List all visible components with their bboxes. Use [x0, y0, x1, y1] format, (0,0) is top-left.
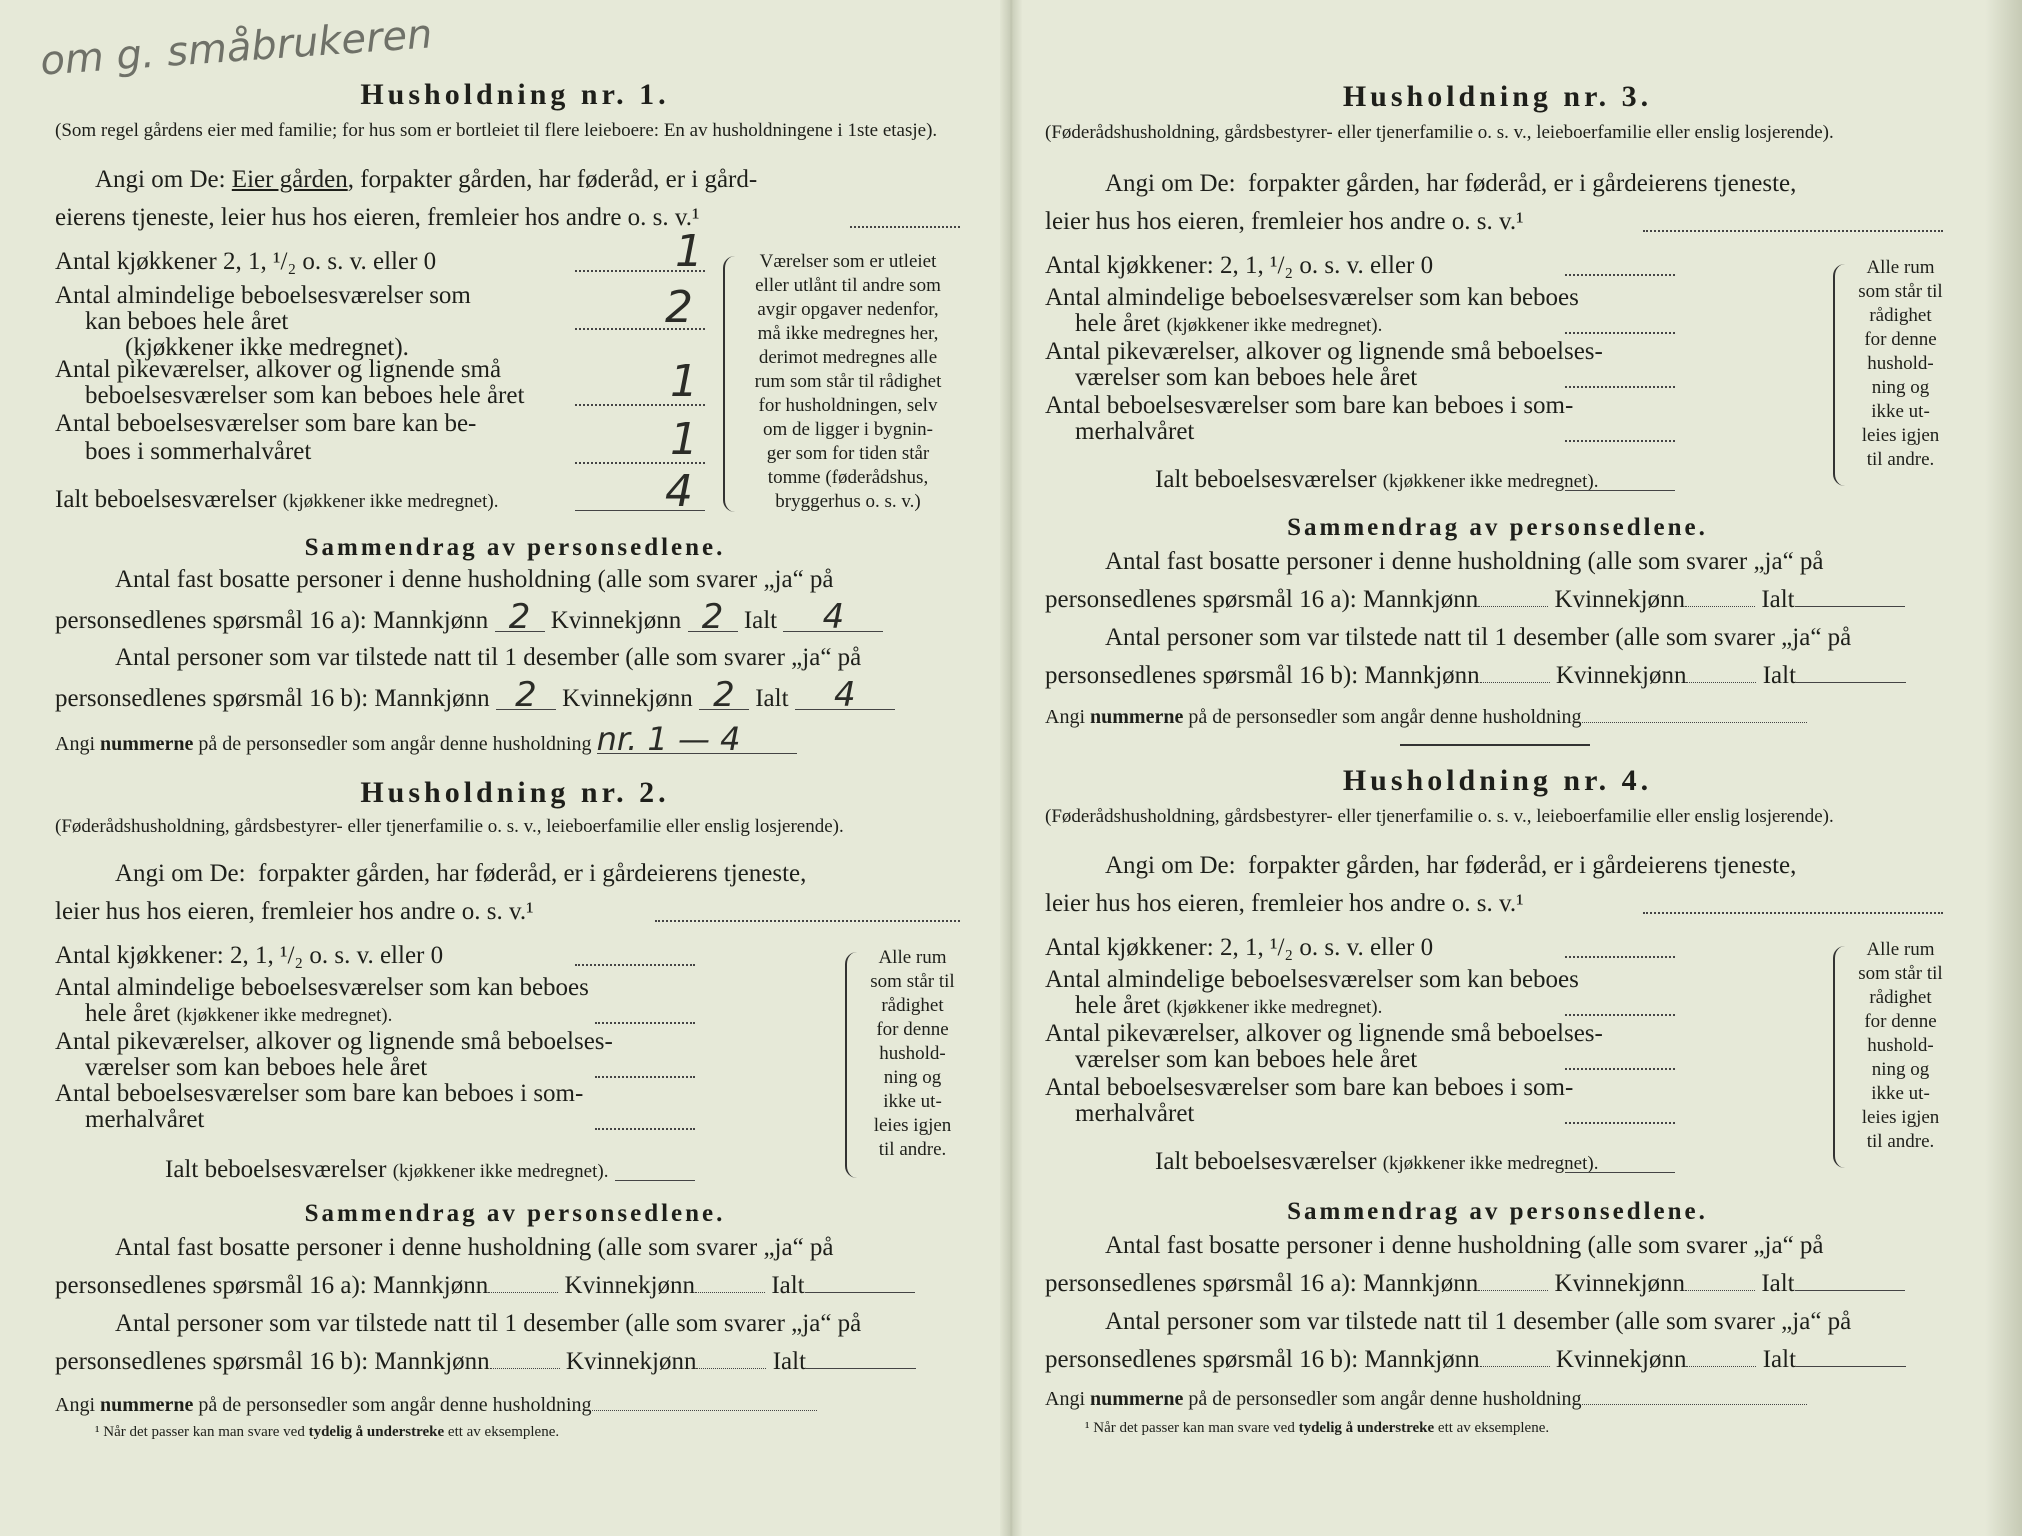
h4-alm-dots	[1565, 1014, 1675, 1016]
h4-angi-dots	[1643, 912, 1943, 914]
h3-pike-dots	[1565, 386, 1675, 388]
h2-ialt-label: Ialt beboelsesværelser (kjøkkener ikke medregnet).	[165, 1156, 609, 1183]
h1-pike-label2: beboelsesværelser som kan beboes hele året	[85, 382, 525, 409]
h3-angi-line1: Angi om De: forpakter gården, har føderåd, er i gårdeierens tjeneste,	[1105, 170, 1797, 197]
h4-kjokkener-dots	[1565, 956, 1675, 958]
h2-pike-label2: værelser som kan beboes hele året	[85, 1054, 428, 1081]
h3-alm-dots	[1565, 332, 1675, 334]
h1-sommer-label2: boes i sommerhalvåret	[85, 438, 312, 465]
h2-ialt-line	[615, 1180, 695, 1181]
h4-angi-line2: leier hus hos eieren, fremleier hos andre o. s. v.¹	[1045, 890, 1524, 917]
h3-kjokkener-dots	[1565, 274, 1675, 276]
left-page	[55, 0, 975, 1536]
h1-fast-line2: personsedlenes spørsmål 16 a): Mannkjønn 2 Kvinnekjønn 2 Ialt 4	[55, 604, 883, 634]
h2-nummer-line: Angi nummerne på de personsedler som angår denne husholdning	[55, 1392, 817, 1419]
h1-pike-label1: Antal pikeværelser, alkover og lignende små	[55, 356, 502, 383]
h4-title: Husholdning nr. 4.	[1342, 764, 1653, 797]
h2-angi-line2: leier hus hos eieren, fremleier hos andre o. s. v.¹	[55, 898, 534, 925]
h1-til-m: 2	[496, 682, 556, 710]
h1-fast-i: 4	[783, 604, 883, 632]
h1-nummer-line: Angi nummerne på de personsedler som angår denne husholdning nr. 1 — 4	[55, 726, 797, 758]
h3-alm-label1: Antal almindelige beboelsesværelser som kan beboes	[1045, 284, 1579, 311]
angi-prefix: Angi om De:	[95, 166, 226, 193]
h1-title: Husholdning nr. 1.	[360, 78, 670, 111]
h1-subtitle: (Som regel gårdens eier med familie; for hus som er bortleiet til flere leieboere: En av husholdningene i 1ste etasje).	[55, 120, 938, 141]
h3-alm-label2: hele året (kjøkkener ikke medregnet).	[1075, 310, 1383, 337]
h4-ialt-label: Ialt beboelsesværelser (kjøkkener ikke medregnet).	[1155, 1148, 1599, 1175]
h1-sommer-value: 1	[670, 414, 698, 465]
h2-kjokkener-label: Antal kjøkkener: 2, 1, ¹/₂ o. s. v. eller 0	[55, 942, 444, 969]
h2-title: Husholdning nr. 2.	[360, 776, 670, 809]
h4-til-line2: personsedlenes spørsmål 16 b): Mannkjønn Kvinnekjønn Ialt	[1045, 1346, 1906, 1373]
separator	[1400, 744, 1590, 746]
h1-nummer-value: nr. 1 — 4	[597, 726, 797, 754]
h3-sum-title: Sammendrag av personsedlene.	[1287, 514, 1708, 541]
h3-pike-label1: Antal pikeværelser, alkover og lignende små beboelses-	[1045, 338, 1603, 365]
h3-angi-line2: leier hus hos eieren, fremleier hos andre o. s. v.¹	[1045, 208, 1524, 235]
angi-rest: , forpakter gården, har føderåd, er i gård-	[347, 166, 758, 193]
h4-alm-label1: Antal almindelige beboelsesværelser som kan beboes	[1045, 966, 1579, 993]
h3-title: Husholdning nr. 3.	[1342, 80, 1653, 113]
h1-fast-m: 2	[495, 604, 545, 632]
h3-kjokkener-label: Antal kjøkkener: 2, 1, ¹/₂ o. s. v. eller 0	[1045, 252, 1434, 279]
h3-subtitle: (Føderådshusholdning, gårdsbestyrer- eller tjenerfamilie o. s. v., leieboerfamilie eller enslig losjerende).	[1045, 122, 1834, 143]
h4-sommer-dots	[1565, 1122, 1675, 1124]
h4-sommer-label2: merhalvåret	[1075, 1100, 1195, 1127]
h1-fast-line1: Antal fast bosatte personer i denne husholdning (alle som svarer „ja“ på	[115, 566, 834, 593]
h3-til-line1: Antal personer som var tilstede natt til 1 desember (alle som svarer „ja“ på	[1105, 624, 1852, 651]
h2-pike-dots	[595, 1076, 695, 1078]
h4-subtitle: (Føderådshusholdning, gårdsbestyrer- eller tjenerfamilie o. s. v., leieboerfamilie eller enslig losjerende).	[1045, 806, 1834, 827]
h2-fast-line1: Antal fast bosatte personer i denne husholdning (alle som svarer „ja“ på	[115, 1234, 834, 1261]
h1-til-line1: Antal personer som var tilstede natt til 1 desember (alle som svarer „ja“ på	[115, 644, 862, 671]
h1-angi-dots	[850, 226, 960, 228]
h3-sommer-label1: Antal beboelsesværelser som bare kan beboes i som-	[1045, 392, 1574, 419]
h4-til-line1: Antal personer som var tilstede natt til 1 desember (alle som svarer „ja“ på	[1105, 1308, 1852, 1335]
h2-sommer-label2: merhalvåret	[85, 1106, 205, 1133]
h1-eier-option: Eier gården	[231, 166, 348, 193]
h1-til-k: 2	[699, 682, 749, 710]
h2-subtitle: (Føderådshusholdning, gårdsbestyrer- eller tjenerfamilie o. s. v., leieboerfamilie eller enslig losjerende).	[55, 816, 844, 837]
h1-alm-label2: kan beboes hele året	[85, 308, 289, 335]
h1-alm-label1: Antal almindelige beboelsesværelser som	[55, 282, 471, 309]
h1-side-note: Værelser som er utleiet eller utlånt til andre som avgir opgaver nedenfor, må ikke medregnes her, derimot medregnes alle rum som står til rådighet for husholdningen, selv om de ligger i bygnin- ger som for tiden står tomme (føderådshus, bryggerhus o. s. v.)	[754, 251, 942, 512]
h1-ialt-label	[55, 486, 498, 515]
h4-fast-line1: Antal fast bosatte personer i denne husholdning (alle som svarer „ja“ på	[1105, 1232, 1824, 1259]
h2-alm-dots	[595, 1022, 695, 1024]
h4-fast-line2: personsedlenes spørsmål 16 a): Mannkjønn Kvinnekjønn Ialt	[1045, 1270, 1905, 1297]
h4-pike-dots	[1565, 1068, 1675, 1070]
h2-pike-label1: Antal pikeværelser, alkover og lignende små beboelses-	[55, 1028, 613, 1055]
h3-side-note: Alle rum som står til rådighet for denne hushold- ning og ikke ut- leies igjen til andre.	[1858, 257, 1943, 470]
h2-til-line1: Antal personer som var tilstede natt til 1 desember (alle som svarer „ja“ på	[115, 1310, 862, 1337]
h3-angi-dots	[1643, 230, 1943, 232]
h4-side-note: Alle rum som står til rådighet for denne hushold- ning og ikke ut- leies igjen til andre.	[1858, 939, 1943, 1152]
h4-sum-title: Sammendrag av personsedlene.	[1287, 1198, 1708, 1225]
h2-sommer-label1: Antal beboelsesværelser som bare kan beboes i som-	[55, 1080, 584, 1107]
h4-alm-label2: hele året (kjøkkener ikke medregnet).	[1075, 992, 1383, 1019]
h2-fast-line2: personsedlenes spørsmål 16 a): Mannkjønn Kvinnekjønn Ialt	[55, 1272, 915, 1299]
h1-alm-label3: (kjøkkener ikke medregnet).	[125, 334, 409, 361]
left-footnote: ¹ Når det passer kan man svare ved tydelig å understreke ett av eksemplene.	[95, 1424, 560, 1440]
h3-sommer-dots	[1565, 440, 1675, 442]
h3-nummer-line: Angi nummerne på de personsedler som angår denne husholdning	[1045, 704, 1807, 731]
h1-kjokkener-value: 1	[675, 226, 703, 277]
h3-til-line2: personsedlenes spørsmål 16 b): Mannkjønn Kvinnekjønn Ialt	[1045, 662, 1906, 689]
h3-fast-line2: personsedlenes spørsmål 16 a): Mannkjønn Kvinnekjønn Ialt	[1045, 586, 1905, 613]
h2-alm-label2: hele året (kjøkkener ikke medregnet).	[85, 1000, 393, 1027]
h1-til-line2: personsedlenes spørsmål 16 b): Mannkjønn 2 Kvinnekjønn 2 Ialt 4	[55, 682, 895, 712]
h3-pike-label2: værelser som kan beboes hele året	[1075, 364, 1418, 391]
h2-angi-dots	[655, 920, 960, 922]
h3-fast-line1: Antal fast bosatte personer i denne husholdning (alle som svarer „ja“ på	[1105, 548, 1824, 575]
h1-ialt-value: 4	[665, 466, 693, 517]
right-footnote: ¹ Når det passer kan man svare ved tydelig å understreke ett av eksemplene.	[1085, 1420, 1550, 1436]
page-fold	[1000, 0, 1022, 1536]
h1-fast-k: 2	[688, 604, 738, 632]
h4-pike-label1: Antal pikeværelser, alkover og lignende små beboelses-	[1045, 1020, 1603, 1047]
h3-sommer-label2: merhalvåret	[1075, 418, 1195, 445]
h1-angi-line2: eierens tjeneste, leier hus hos eieren, fremleier hos andre o. s. v.¹	[55, 204, 700, 231]
h4-sommer-label1: Antal beboelsesværelser som bare kan beboes i som-	[1045, 1074, 1574, 1101]
h2-side-note: Alle rum som står til rådighet for denne hushold- ning og ikke ut- leies igjen til andre.	[870, 947, 955, 1160]
h2-sum-title: Sammendrag av personsedlene.	[304, 1200, 726, 1227]
h2-til-line2: personsedlenes spørsmål 16 b): Mannkjønn Kvinnekjønn Ialt	[55, 1348, 916, 1375]
h1-sommer-label1: Antal beboelsesværelser som bare kan be-	[55, 410, 477, 437]
h1-pike-value: 1	[670, 356, 698, 407]
h4-ialt-line	[1565, 1172, 1675, 1173]
h2-kjokkener-dots	[575, 964, 695, 966]
h3-ialt-line	[1565, 490, 1675, 491]
h1-angi-line1	[95, 166, 757, 193]
h4-nummer-line: Angi nummerne på de personsedler som angår denne husholdning	[1045, 1386, 1807, 1413]
ialt-label: Ialt beboelsesværelser	[55, 486, 277, 513]
right-page	[1045, 0, 1950, 1536]
h2-alm-label1: Antal almindelige beboelsesværelser som kan beboes	[55, 974, 589, 1001]
h1-til-i: 4	[795, 682, 895, 710]
ialt-note: (kjøkkener ikke medregnet).	[282, 491, 499, 512]
h4-pike-label2: værelser som kan beboes hele året	[1075, 1046, 1418, 1073]
h1-sum-title: Sammendrag av personsedlene.	[304, 534, 726, 561]
h2-sommer-dots	[595, 1128, 695, 1130]
h1-kjokkener-label: Antal kjøkkener 2, 1, ¹/₂ o. s. v. eller 0	[55, 248, 437, 275]
sheet-edge	[1985, 0, 2022, 1536]
h2-angi-line1: Angi om De: forpakter gården, har føderåd, er i gårdeierens tjeneste,	[115, 860, 807, 887]
h4-angi-line1: Angi om De: forpakter gården, har føderåd, er i gårdeierens tjeneste,	[1105, 852, 1797, 879]
h1-alm-value: 2	[665, 282, 693, 333]
h4-kjokkener-label: Antal kjøkkener: 2, 1, ¹/₂ o. s. v. eller 0	[1045, 934, 1434, 961]
h3-ialt-label: Ialt beboelsesværelser (kjøkkener ikke medregnet).	[1155, 466, 1599, 493]
margin-handwriting: om g. småbrukeren	[38, 11, 434, 85]
